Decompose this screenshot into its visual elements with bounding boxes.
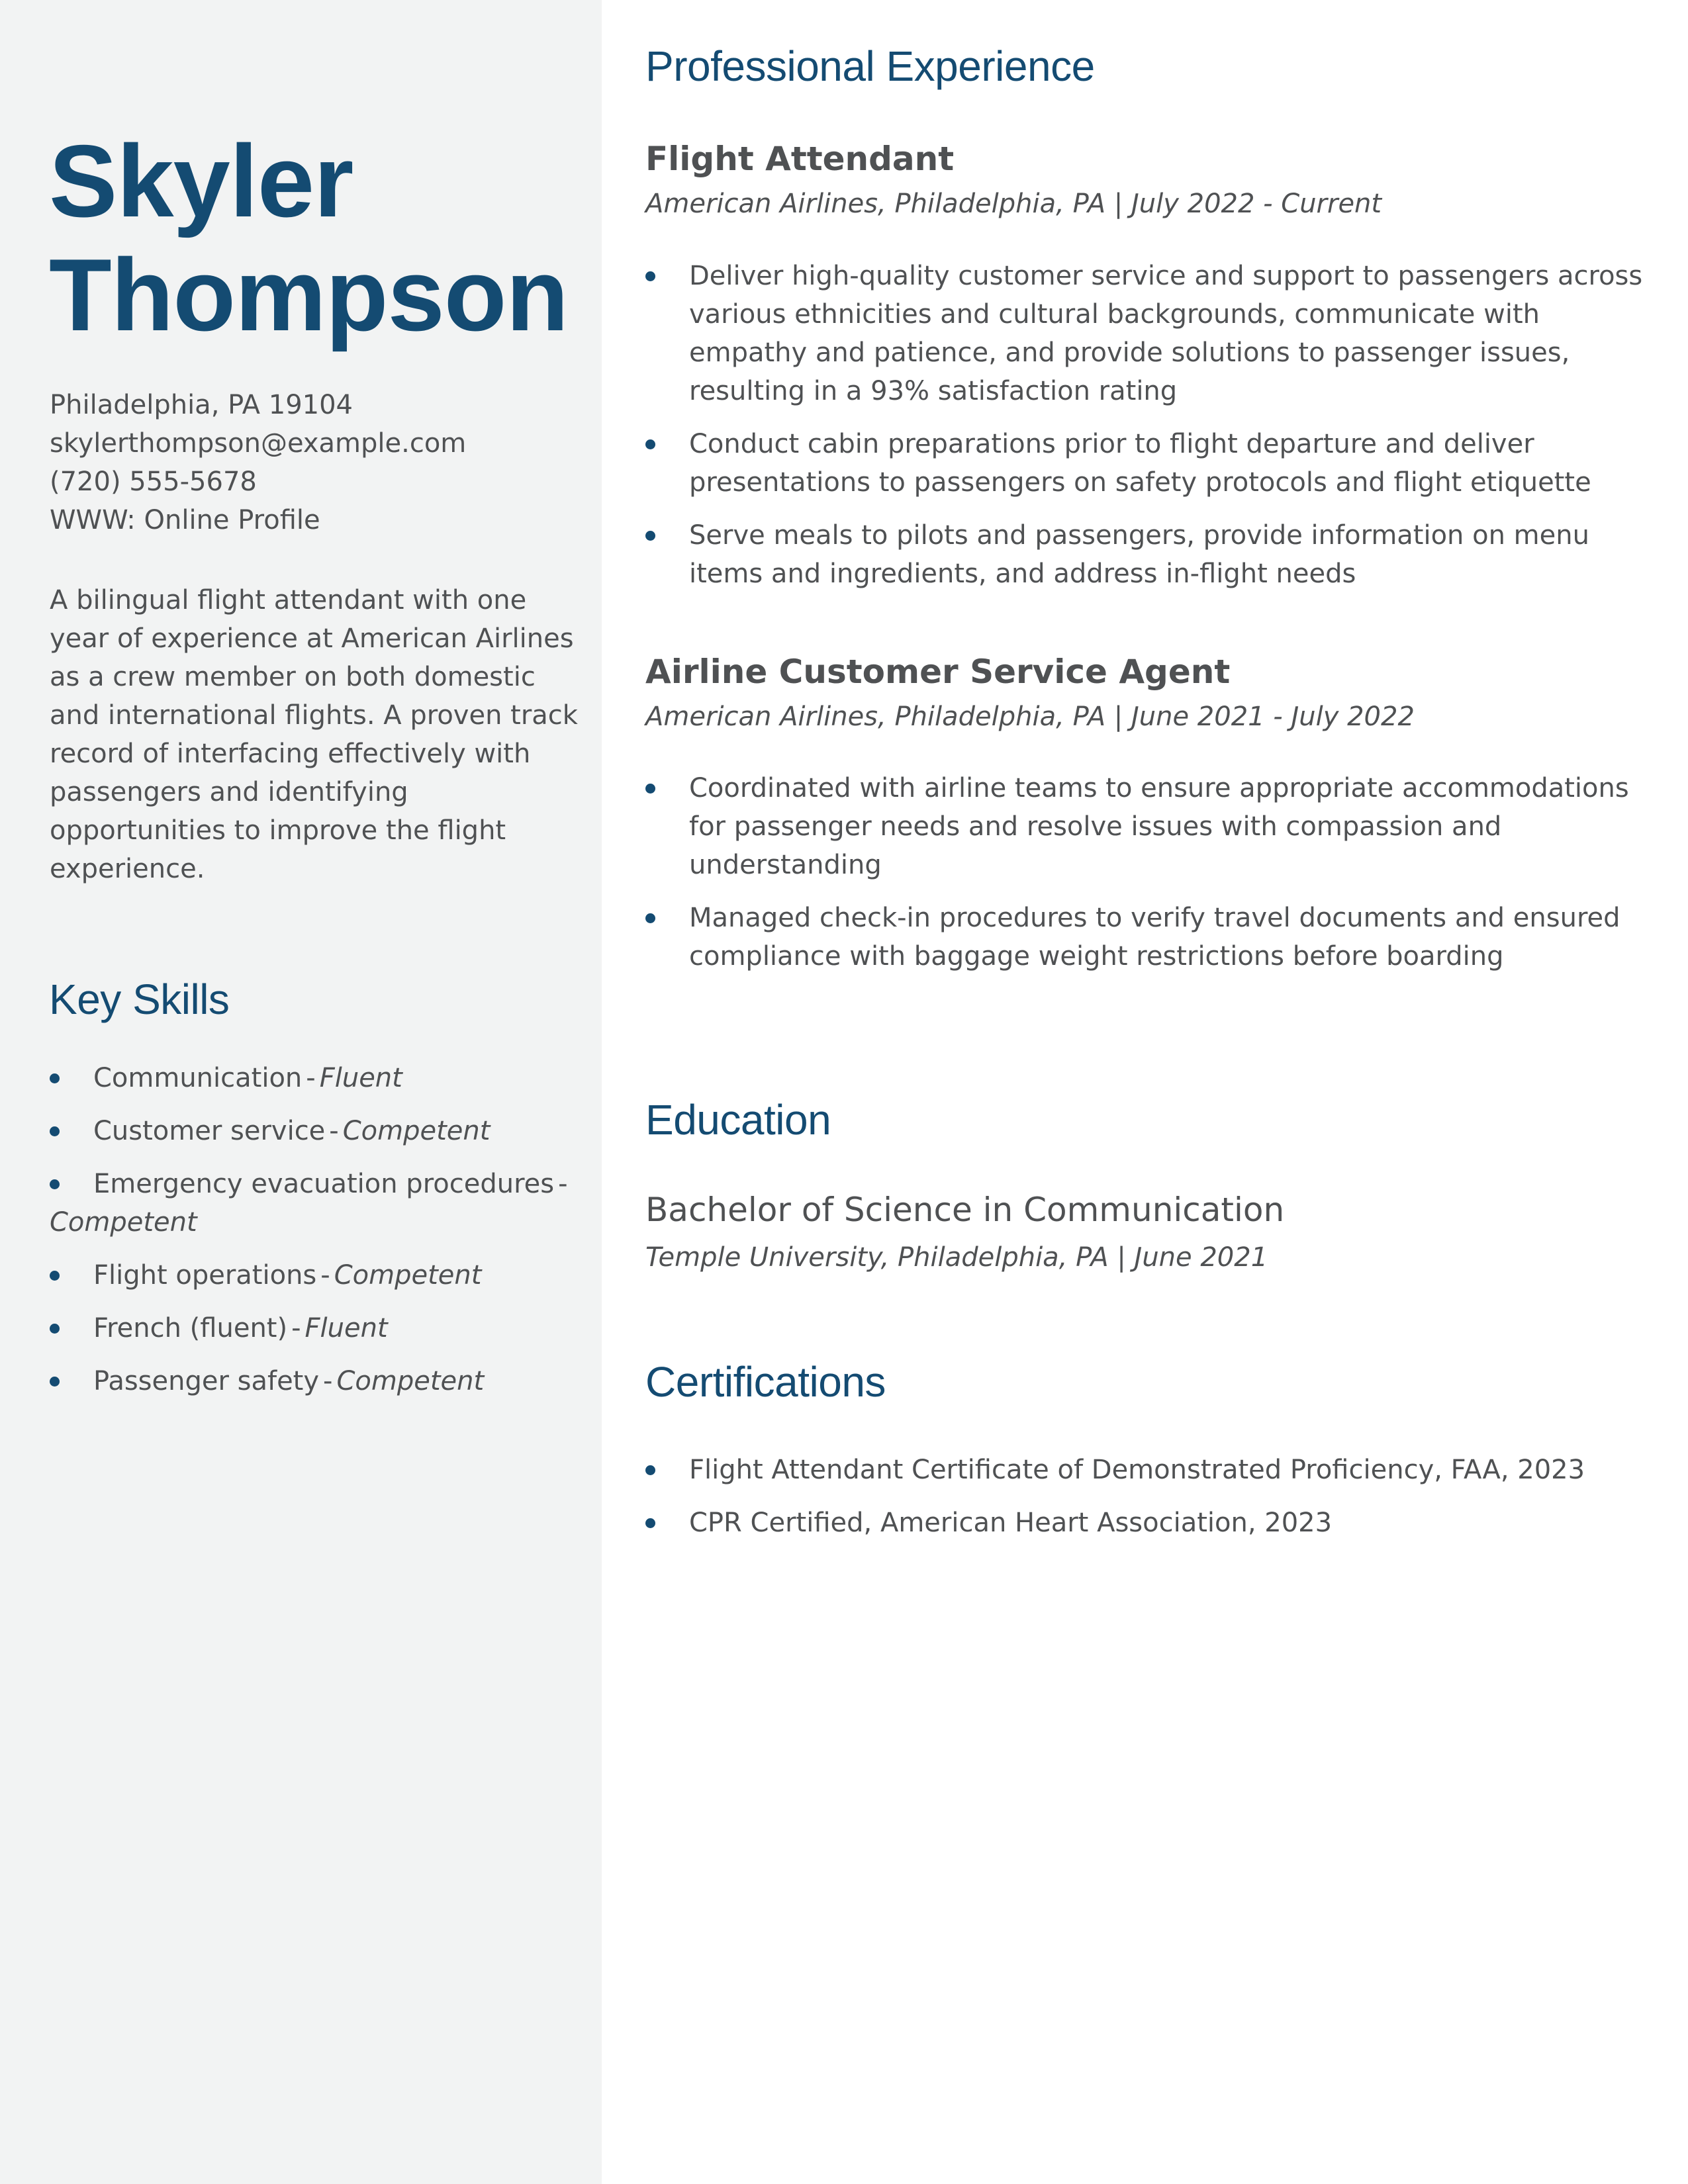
bullet-text: Coordinated with airline teams to ensure appropriate accommodations for passenger needs and resolve issues with compassion and understanding	[689, 773, 1629, 880]
bullet-text: Conduct cabin preparations prior to flight departure and deliver presentations to passengers on safety protocols and flight etiquette	[689, 429, 1591, 498]
job-bullet	[645, 769, 1652, 884]
certification-item	[645, 1504, 1652, 1542]
skill-separator: -	[323, 1366, 333, 1396]
certification-text: Flight Attendant Certificate of Demonstrated Proficiency, FAA, 2023	[689, 1455, 1585, 1485]
first-name: Skyler	[49, 124, 353, 238]
skill-name: Flight operations	[93, 1260, 317, 1291]
bullet-icon	[645, 271, 655, 281]
bullet-icon	[645, 531, 655, 541]
skill-item	[50, 1256, 573, 1295]
job-bullet	[645, 899, 1652, 976]
bullet-icon	[645, 784, 655, 794]
bullet-text: Serve meals to pilots and passengers, provide information on menu items and ingredients, and address in-flight needs	[689, 520, 1589, 589]
bullet-text: Managed check-in procedures to verify travel documents and ensured compliance with baggage weight restrictions before boarding	[689, 903, 1620, 972]
certification-item	[645, 1451, 1652, 1489]
skill-name: Customer service	[93, 1116, 326, 1146]
bullet-icon	[50, 1324, 60, 1334]
skill-level: Competent	[334, 1260, 482, 1291]
bullet-icon	[50, 1377, 60, 1387]
certifications-heading: Certifications	[645, 1358, 886, 1406]
bullet-icon	[50, 1073, 60, 1083]
bullet-icon	[50, 1179, 60, 1189]
skill-level: Competent	[342, 1116, 491, 1146]
professional-summary: A bilingual flight attendant with one year of experience at American Airlines as a crew member on both domestic and international flights. A proven track record of interfacing effectively with passengers and identifying opportunities to improve the flight experience.	[50, 585, 578, 884]
skill-item	[50, 1309, 573, 1347]
job-bullets	[645, 769, 1652, 990]
bullet-icon	[645, 1518, 655, 1528]
job-bullet	[645, 425, 1652, 502]
contact-phone: (720) 555-5678	[50, 467, 257, 497]
skill-level: Fluent	[319, 1063, 402, 1093]
skill-item	[50, 1362, 573, 1400]
bullet-icon	[645, 913, 655, 923]
candidate-name	[49, 124, 568, 352]
skill-separator: -	[320, 1260, 330, 1291]
skill-level: Competent	[336, 1366, 485, 1396]
education-degree: Bachelor of Science in Communication	[645, 1191, 1285, 1229]
contact-website[interactable]: WWW: Online Profile	[50, 505, 320, 535]
skill-item	[50, 1059, 573, 1097]
skill-name: Emergency evacuation procedures	[93, 1169, 555, 1199]
skill-item	[50, 1165, 573, 1242]
contact-email[interactable]: skylerthompson@example.com	[50, 428, 467, 459]
job-title: Airline Customer Service Agent	[645, 653, 1231, 691]
skill-separator: -	[291, 1313, 301, 1343]
certification-text: CPR Certified, American Heart Association, 2023	[689, 1508, 1333, 1538]
job-title: Flight Attendant	[645, 140, 955, 178]
skill-separator: -	[329, 1116, 339, 1146]
experience-heading: Professional Experience	[645, 42, 1095, 90]
bullet-icon	[50, 1126, 60, 1136]
last-name: Thompson	[49, 238, 569, 352]
bullet-icon	[645, 1465, 655, 1475]
job-bullets	[645, 257, 1652, 608]
job-bullet	[645, 257, 1652, 410]
resume-main	[645, 0, 1652, 2184]
key-skills-heading: Key Skills	[49, 976, 230, 1023]
job-meta: American Airlines, Philadelphia, PA | July 2022 - Current	[645, 189, 1382, 219]
bullet-icon	[50, 1271, 60, 1281]
skill-level: Competent	[50, 1207, 197, 1238]
bullet-icon	[645, 439, 655, 449]
key-skills-list	[50, 1059, 573, 1415]
education-meta: Temple University, Philadelphia, PA | June 2021	[645, 1242, 1268, 1273]
contact-location: Philadelphia, PA 19104	[50, 390, 353, 420]
contact-info	[50, 386, 466, 539]
skill-name: Communication	[93, 1063, 303, 1093]
job-bullet	[645, 516, 1652, 593]
certifications-list	[645, 1451, 1652, 1557]
skill-name: Passenger safety	[93, 1366, 320, 1396]
resume-sidebar	[0, 0, 602, 2184]
skill-separator: -	[558, 1169, 568, 1199]
job-meta: American Airlines, Philadelphia, PA | June 2021 - July 2022	[645, 702, 1415, 732]
bullet-text: Deliver high-quality customer service and support to passengers across various ethnicities and cultural backgrounds, communicate with empathy and patience, and provide solutions to passenger issues, resulting in a 93% satisfaction rating	[689, 261, 1643, 406]
skill-name: French (fluent)	[93, 1313, 288, 1343]
skill-item	[50, 1112, 573, 1150]
skill-separator: -	[306, 1063, 316, 1093]
skill-level: Fluent	[305, 1313, 388, 1343]
education-heading: Education	[645, 1096, 831, 1144]
